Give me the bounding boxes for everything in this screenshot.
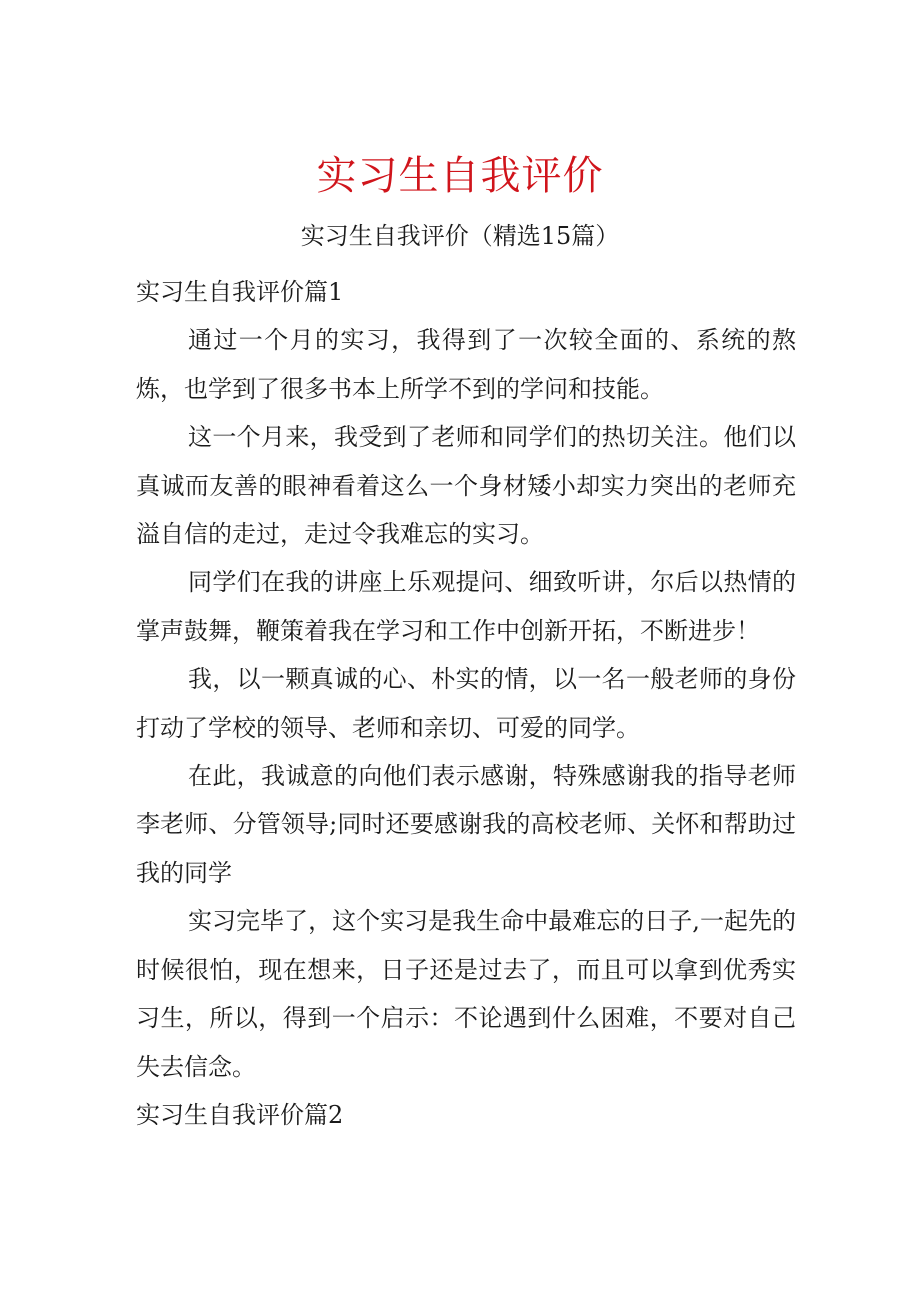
document-subtitle: 实习生自我评价（精选15篇）	[300, 222, 620, 250]
document-title: 实习生自我评价	[316, 153, 604, 199]
paragraph: 实习完毕了，这个实习是我生命中最难忘的日子,一起先的时候很怕，现在想来，日子还是过去了，而且可以拿到优秀实习生，所以，得到一个启示：不论遇到什么困难，不要对自己失去信念。	[136, 907, 796, 1081]
paragraph: 同学们在我的讲座上乐观提问、细致听讲，尔后以热情的掌声鼓舞，鞭策着我在学习和工作中创新开拓，不断进步！	[136, 568, 796, 645]
paragraph: 这一个月来，我受到了老师和同学们的热切关注。他们以真诚而友善的眼神看着这么一个身材矮小却实力突出的老师充溢自信的走过，走过令我难忘的实习。	[136, 423, 796, 549]
document-body	[136, 268, 796, 1139]
paragraph: 通过一个月的实习，我得到了一次较全面的、系统的熬炼，也学到了很多书本上所学不到的学问和技能。	[136, 326, 796, 403]
paragraph: 我，以一颗真诚的心、朴实的情，以一名一般老师的身份打动了学校的领导、老师和亲切、可爱的同学。	[136, 665, 796, 742]
section-heading: 实习生自我评价篇2	[136, 1100, 344, 1129]
section-heading: 实习生自我评价篇1	[136, 278, 344, 306]
paragraph: 在此，我诚意的向他们表示感谢，特殊感谢我的指导老师李老师、分管领导;同时还要感谢我的高校老师、关怀和帮助过我的同学	[136, 762, 796, 887]
